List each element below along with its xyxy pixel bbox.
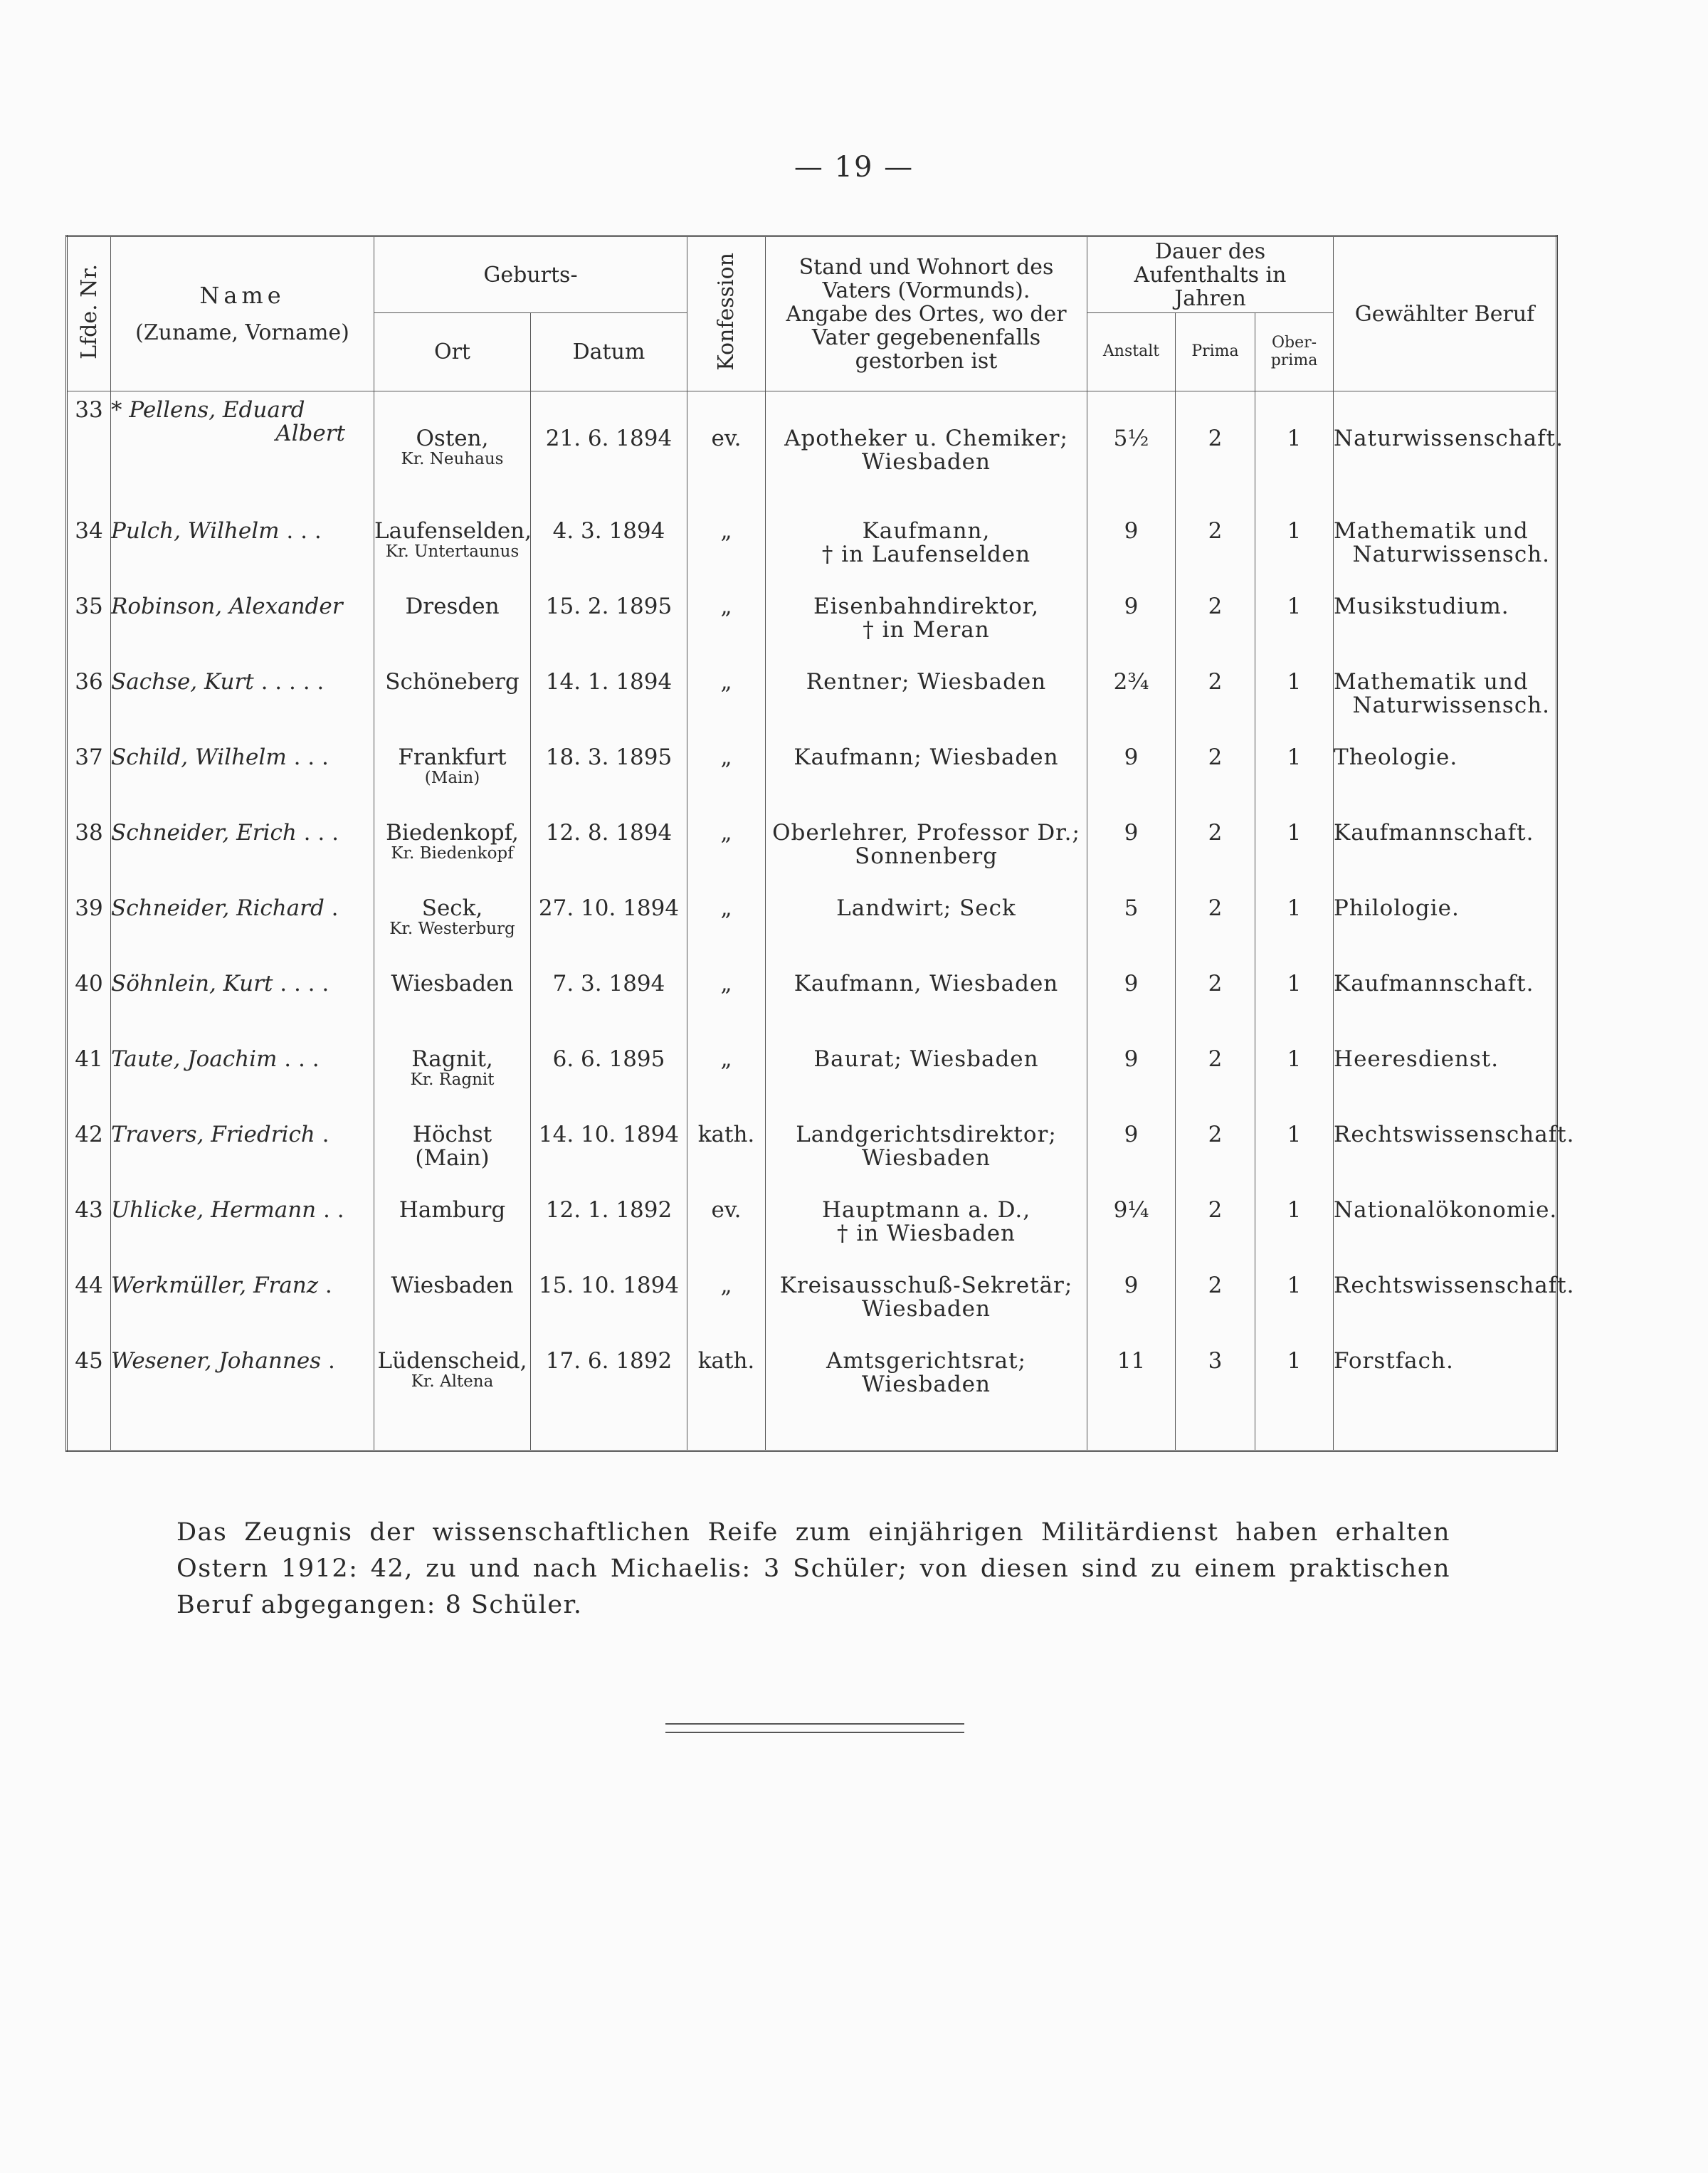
stand-line1: Hauptmann a. D.,	[821, 1197, 1031, 1223]
cell-konfession: „	[687, 890, 766, 965]
cell-nr: 37	[67, 739, 111, 814]
cell-ort	[374, 391, 531, 513]
filler-row	[67, 1418, 1557, 1451]
cell-konfession: kath.	[687, 1342, 766, 1418]
table-row	[67, 1342, 1557, 1418]
leader-dots: . . .	[296, 820, 339, 846]
table-row	[67, 512, 1557, 588]
header-name: Name (Zuname, Vorname)	[111, 236, 374, 391]
cell-datum: 12. 1. 1892	[531, 1191, 687, 1267]
filler-cell	[67, 1418, 111, 1451]
cell-oberprima: 1	[1255, 1267, 1334, 1342]
cell-konfession: „	[687, 1041, 766, 1116]
header-oberprima: Ober-prima	[1255, 313, 1334, 391]
cell-konfession: „	[687, 814, 766, 890]
cell-nr: 40	[67, 965, 111, 1041]
table-body	[67, 391, 1575, 1451]
ort-sub: Kr. Biedenkopf	[391, 843, 514, 863]
closing-double-rule	[665, 1723, 964, 1733]
cell-prima: 2	[1176, 1041, 1255, 1116]
cell-ort	[374, 1191, 531, 1267]
cell-datum: 17. 6. 1892	[531, 1342, 687, 1418]
cell-beruf	[1334, 588, 1557, 663]
beruf-line2: Naturwissensch.	[1352, 541, 1551, 567]
table-row	[67, 663, 1557, 739]
cell-name	[111, 814, 374, 890]
cell-beruf	[1334, 739, 1557, 814]
beruf-line1: Philologie.	[1334, 895, 1460, 921]
cell-anstalt: 9	[1087, 1041, 1176, 1116]
ort-sub: Kr. Untertaunus	[385, 542, 520, 561]
filler-cell	[1255, 1418, 1334, 1451]
cell-name	[111, 890, 374, 965]
filler-cell	[1334, 1418, 1557, 1451]
name-text: Wesener, Johannes	[111, 1348, 322, 1374]
cell-konfession: „	[687, 1267, 766, 1342]
cell-nr: 45	[67, 1342, 111, 1418]
header-stand: Stand und Wohnort des Vaters (Vormunds). Angabe des Ortes, wo der Vater gegebenenfalls gestorben ist	[766, 236, 1087, 391]
table-row	[67, 965, 1557, 1041]
stand-line1: Rentner; Wiesbaden	[806, 669, 1047, 695]
ort-text: Lüdenscheid,	[377, 1348, 527, 1374]
cell-datum: 15. 10. 1894	[531, 1267, 687, 1342]
stand-line1: Landgerichtsdirektor;	[796, 1122, 1057, 1147]
beruf-line1: Kaufmannschaft.	[1334, 971, 1534, 996]
filler-cell	[1176, 1418, 1255, 1451]
cell-oberprima: 1	[1255, 1342, 1334, 1418]
cell-prima: 2	[1176, 814, 1255, 890]
name-text: Schneider, Erich	[111, 820, 297, 846]
cell-name	[111, 1191, 374, 1267]
cell-ort	[374, 512, 531, 588]
cell-oberprima: 1	[1255, 391, 1334, 513]
ort-text: Laufenselden,	[374, 518, 532, 544]
cell-anstalt: 9	[1087, 739, 1176, 814]
cell-stand	[766, 739, 1087, 814]
cell-beruf	[1334, 890, 1557, 965]
table-row	[67, 391, 1557, 513]
cell-oberprima: 1	[1255, 663, 1334, 739]
beruf-line1: Rechtswissenschaft.	[1334, 1273, 1575, 1298]
filler-cell	[687, 1418, 766, 1451]
cell-konfession: „	[687, 663, 766, 739]
beruf-line1: Rechtswissenschaft.	[1334, 1122, 1575, 1147]
header-ort: Ort	[374, 313, 531, 391]
cell-stand	[766, 512, 1087, 588]
stand-line2: † in Laufenselden	[821, 541, 1031, 567]
ort-text: Wiesbaden	[391, 1273, 514, 1298]
cell-anstalt: 9¼	[1087, 1191, 1176, 1267]
cell-prima: 2	[1176, 965, 1255, 1041]
cell-konfession: „	[687, 739, 766, 814]
cell-nr: 36	[67, 663, 111, 739]
cell-stand	[766, 391, 1087, 513]
cell-anstalt: 9	[1087, 1267, 1176, 1342]
stand-line2: Wiesbaden	[862, 1295, 991, 1322]
filler-cell	[766, 1418, 1087, 1451]
cell-oberprima: 1	[1255, 814, 1334, 890]
leader-dots: . . .	[286, 744, 329, 770]
cell-name	[111, 1116, 374, 1191]
name-continuation: Albert	[275, 420, 345, 446]
cell-datum: 21. 6. 1894	[531, 391, 687, 513]
name-text: Werkmüller, Franz	[111, 1273, 319, 1298]
cell-prima: 2	[1176, 391, 1255, 513]
leader-dots: . . . .	[273, 971, 330, 996]
cell-name	[111, 965, 374, 1041]
cell-nr: 39	[67, 890, 111, 965]
leader-dots: . . .	[279, 518, 322, 544]
ort-sub: Kr. Ragnit	[410, 1070, 495, 1089]
filler-cell	[111, 1418, 374, 1451]
ort-text: Biedenkopf,	[386, 820, 519, 846]
table-row	[67, 1041, 1557, 1116]
cell-konfession: „	[687, 588, 766, 663]
cell-datum: 7. 3. 1894	[531, 965, 687, 1041]
cell-name	[111, 739, 374, 814]
cell-name	[111, 1041, 374, 1116]
cell-anstalt: 11	[1087, 1342, 1176, 1418]
beruf-line1: Theologie.	[1334, 744, 1458, 770]
cell-stand	[766, 965, 1087, 1041]
cell-name	[111, 391, 374, 513]
cell-ort	[374, 965, 531, 1041]
stand-line1: Landwirt; Seck	[836, 895, 1016, 921]
cell-anstalt: 5	[1087, 890, 1176, 965]
cell-beruf	[1334, 814, 1557, 890]
stand-line1: Apotheker u. Chemiker;	[784, 426, 1068, 451]
name-text: Pulch, Wilhelm	[111, 518, 280, 544]
cell-ort	[374, 890, 531, 965]
cell-beruf	[1334, 1191, 1557, 1267]
leader-dots: . . . . .	[253, 669, 325, 695]
name-text: * Pellens, Eduard	[111, 397, 305, 423]
cell-datum: 15. 2. 1895	[531, 588, 687, 663]
cell-anstalt: 2¾	[1087, 663, 1176, 739]
header-beruf: Gewählter Beruf	[1334, 236, 1557, 391]
header-anstalt: Anstalt	[1087, 313, 1176, 391]
cell-datum: 18. 3. 1895	[531, 739, 687, 814]
cell-oberprima: 1	[1255, 965, 1334, 1041]
beruf-line1: Forstfach.	[1334, 1348, 1454, 1374]
ort-sub: (Main)	[424, 768, 480, 787]
stand-line1: Oberlehrer, Professor Dr.;	[772, 820, 1080, 846]
cell-prima: 2	[1176, 1191, 1255, 1267]
cell-anstalt: 9	[1087, 814, 1176, 890]
cell-stand	[766, 1342, 1087, 1418]
cell-beruf	[1334, 1267, 1575, 1342]
cell-datum: 12. 8. 1894	[531, 814, 687, 890]
beruf-line1: Mathematik und	[1334, 518, 1529, 544]
ort-sub: Kr. Westerburg	[389, 919, 515, 938]
cell-oberprima: 1	[1255, 588, 1334, 663]
stand-line1: Kaufmann,	[862, 518, 991, 544]
stand-line2: Wiesbaden	[862, 1371, 991, 1397]
cell-ort	[374, 814, 531, 890]
cell-nr: 35	[67, 588, 111, 663]
cell-prima: 2	[1176, 588, 1255, 663]
cell-prima: 3	[1176, 1342, 1255, 1418]
cell-datum: 6. 6. 1895	[531, 1041, 687, 1116]
cell-datum: 27. 10. 1894	[531, 890, 687, 965]
cell-prima: 2	[1176, 663, 1255, 739]
cell-anstalt: 9	[1087, 965, 1176, 1041]
beruf-line1: Heeresdienst.	[1334, 1046, 1499, 1072]
cell-ort	[374, 588, 531, 663]
student-register-table	[65, 235, 1575, 1452]
beruf-line2: Naturwissensch.	[1352, 692, 1551, 718]
header-prima: Prima	[1176, 313, 1255, 391]
cell-beruf	[1334, 1041, 1557, 1116]
cell-datum: 14. 1. 1894	[531, 663, 687, 739]
ort-text: Höchst (Main)	[412, 1122, 492, 1171]
name-text: Söhnlein, Kurt	[111, 971, 273, 996]
cell-name	[111, 588, 374, 663]
cell-anstalt: 9	[1087, 512, 1176, 588]
cell-anstalt: 5½	[1087, 391, 1176, 513]
cell-stand	[766, 1041, 1087, 1116]
filler-cell	[531, 1418, 687, 1451]
stand-line1: Eisenbahndirektor,	[813, 594, 1040, 619]
cell-anstalt: 9	[1087, 1116, 1176, 1191]
cell-beruf	[1334, 1116, 1575, 1191]
cell-stand	[766, 890, 1087, 965]
page-number: — 19 —	[794, 151, 914, 184]
table-row	[67, 1116, 1557, 1191]
cell-ort	[374, 663, 531, 739]
cell-nr: 33	[67, 391, 111, 513]
leader-dots: . .	[316, 1197, 344, 1223]
stand-line2: Sonnenberg	[855, 843, 998, 869]
stand-line2: † in Meran	[863, 616, 990, 643]
cell-oberprima: 1	[1255, 890, 1334, 965]
cell-stand	[766, 1267, 1087, 1342]
name-text: Robinson, Alexander	[111, 594, 343, 619]
name-text: Travers, Friedrich	[111, 1122, 315, 1147]
cell-beruf	[1334, 965, 1557, 1041]
cell-ort	[374, 1116, 531, 1191]
header-konfession: Konfession	[687, 236, 766, 391]
header-nr: Lfde. Nr.	[67, 236, 111, 391]
cell-prima: 2	[1176, 1267, 1255, 1342]
cell-beruf	[1334, 512, 1557, 588]
stand-line1: Amtsgerichtsrat;	[826, 1348, 1026, 1374]
ort-text: Osten,	[416, 426, 489, 451]
stand-line2: Wiesbaden	[862, 448, 991, 475]
cell-stand	[766, 1116, 1087, 1191]
stand-line1: Kreisausschuß-Sekretär;	[779, 1273, 1073, 1298]
cell-anstalt: 9	[1087, 588, 1176, 663]
table-row	[67, 814, 1557, 890]
cell-oberprima: 1	[1255, 1041, 1334, 1116]
cell-oberprima: 1	[1255, 1116, 1334, 1191]
cell-stand	[766, 814, 1087, 890]
stand-line2: Wiesbaden	[862, 1145, 991, 1171]
cell-datum: 4. 3. 1894	[531, 512, 687, 588]
stand-line1: Baurat; Wiesbaden	[813, 1046, 1039, 1072]
cell-konfession: ev.	[687, 1191, 766, 1267]
ort-sub: Kr. Neuhaus	[401, 449, 504, 468]
stand-line2: † in Wiesbaden	[836, 1220, 1016, 1246]
cell-beruf	[1334, 1342, 1557, 1418]
cell-name	[111, 1342, 374, 1418]
ort-text: Dresden	[405, 594, 500, 619]
filler-cell	[374, 1418, 531, 1451]
header-dauer: Dauer des Aufenthalts in Jahren	[1087, 236, 1334, 313]
name-text: Taute, Joachim	[111, 1046, 278, 1072]
cell-oberprima: 1	[1255, 1191, 1334, 1267]
beruf-line1: Musikstudium.	[1334, 594, 1509, 619]
beruf-line1: Naturwissenschaft.	[1334, 426, 1564, 451]
leader-dots: .	[315, 1122, 330, 1147]
cell-ort	[374, 1342, 531, 1418]
cell-oberprima: 1	[1255, 739, 1334, 814]
beruf-line1: Kaufmannschaft.	[1334, 820, 1534, 846]
cell-konfession: ev.	[687, 391, 766, 513]
ort-text: Wiesbaden	[391, 971, 514, 996]
ort-text: Seck,	[421, 895, 483, 921]
table-header	[67, 236, 1557, 391]
leader-dots: .	[318, 1273, 332, 1298]
cell-prima: 2	[1176, 512, 1255, 588]
cell-prima: 2	[1176, 890, 1255, 965]
cell-stand	[766, 663, 1087, 739]
cell-oberprima: 1	[1255, 512, 1334, 588]
beruf-line1: Nationalökonomie.	[1334, 1197, 1558, 1223]
name-text: Schild, Wilhelm	[111, 744, 287, 770]
ort-text: Hamburg	[399, 1197, 506, 1223]
footer-paragraph: Das Zeugnis der wissenschaftlichen Reife zum einjährigen Militärdienst haben erhalten Ostern 1912: 42, zu und nach Michaelis: 3 Schüler; von diesen sind zu einem praktischen Beruf abgegangen: 8 Schüler.	[176, 1518, 1450, 1619]
cell-prima: 2	[1176, 1116, 1255, 1191]
cell-stand	[766, 588, 1087, 663]
table-row	[67, 739, 1557, 814]
table-row	[67, 1267, 1557, 1342]
ort-sub: Kr. Altena	[411, 1372, 494, 1391]
stand-line1: Kaufmann; Wiesbaden	[794, 744, 1059, 770]
cell-nr: 44	[67, 1267, 111, 1342]
cell-datum: 14. 10. 1894	[531, 1116, 687, 1191]
name-text: Uhlicke, Hermann	[111, 1197, 317, 1223]
cell-ort	[374, 1267, 531, 1342]
header-datum: Datum	[531, 313, 687, 391]
table-row	[67, 588, 1557, 663]
leader-dots: . . .	[277, 1046, 320, 1072]
cell-nr: 41	[67, 1041, 111, 1116]
stand-line1: Kaufmann, Wiesbaden	[794, 971, 1059, 996]
table-row	[67, 890, 1557, 965]
leader-dots: .	[324, 895, 339, 921]
cell-ort	[374, 739, 531, 814]
cell-name	[111, 663, 374, 739]
name-text: Sachse, Kurt	[111, 669, 254, 695]
cell-name	[111, 1267, 374, 1342]
cell-name	[111, 512, 374, 588]
header-geburts: Geburts-	[374, 236, 687, 313]
name-text: Schneider, Richard	[111, 895, 325, 921]
ort-text: Frankfurt	[398, 744, 507, 770]
cell-nr: 43	[67, 1191, 111, 1267]
ort-text: Ragnit,	[411, 1046, 493, 1072]
cell-konfession: kath.	[687, 1116, 766, 1191]
cell-beruf	[1334, 663, 1557, 739]
cell-beruf	[1334, 391, 1564, 513]
cell-konfession: „	[687, 965, 766, 1041]
table-row	[67, 1191, 1557, 1267]
beruf-line1: Mathematik und	[1334, 669, 1529, 695]
cell-ort	[374, 1041, 531, 1116]
ort-text: Schöneberg	[385, 669, 520, 695]
cell-nr: 42	[67, 1116, 111, 1191]
leader-dots: .	[321, 1348, 335, 1374]
cell-nr: 34	[67, 512, 111, 588]
cell-prima: 2	[1176, 739, 1255, 814]
cell-nr: 38	[67, 814, 111, 890]
cell-konfession: „	[687, 512, 766, 588]
cell-stand	[766, 1191, 1087, 1267]
filler-cell	[1087, 1418, 1176, 1451]
